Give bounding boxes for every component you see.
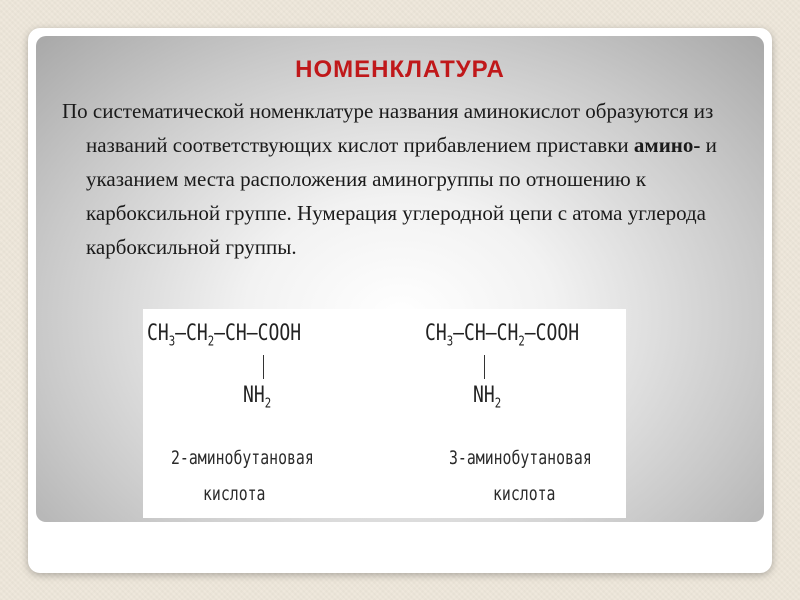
right-bond-line: [484, 355, 485, 379]
paragraph-text-start: По систематической номенклатуре названия аминокислот образуются из названий соответствующих кислот прибавлением приставки: [62, 99, 714, 157]
structural-formulas-figure: [143, 309, 626, 518]
left-compound-name-line2: кислота: [203, 483, 266, 505]
paragraph-text-end: и указанием места расположения аминогруппы по отношению к карбоксильной группе. Нумерация углеродной цепи с атома углерода карбоксильной группы.: [86, 133, 717, 259]
paragraph-bold-prefix: амино-: [633, 133, 701, 157]
right-substituent: $NH_2$: [473, 383, 502, 412]
left-bond-line: [263, 355, 264, 379]
left-compound-name-line1: 2-аминобутановая: [171, 447, 314, 469]
left-substituent: $NH_2$: [243, 383, 272, 412]
right-compound-name-line1: 3-аминобутановая: [449, 447, 592, 469]
right-compound-name-line2: кислота: [493, 483, 556, 505]
slide-title: НОМЕНКЛАТУРА: [295, 56, 505, 83]
body-paragraph: [62, 94, 776, 264]
left-formula: $CH_3—CH_2—CH—COOH$: [147, 321, 302, 350]
right-formula: $CH_3—CH—CH_2—COOH$: [425, 321, 580, 350]
